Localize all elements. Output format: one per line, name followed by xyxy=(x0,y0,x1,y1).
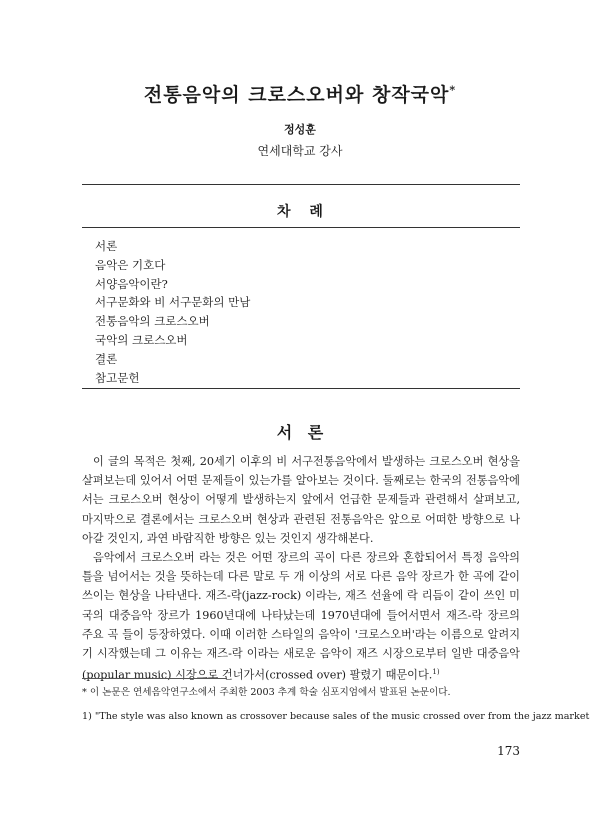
toc-item: 결론 xyxy=(95,351,118,366)
author-affiliation: 연세대학교 강사 xyxy=(257,144,343,158)
section-heading: 서 론 xyxy=(276,423,324,442)
toc-top-rule xyxy=(82,184,520,185)
toc-heading-rule xyxy=(82,227,520,228)
footnote-ref: 1) xyxy=(432,668,440,677)
author-name: 정성훈 xyxy=(284,123,316,136)
table-of-contents xyxy=(95,237,250,387)
paper-title-text: 전통음악의 크로스오버와 창작국악 xyxy=(143,84,450,106)
footnote: 1) "The style was also known as crossover because sales of the music crossed over from the jazz market xyxy=(82,711,590,722)
footnote: * 이 논문은 연세음악연구소에서 주최한 2003 추계 학술 심포지엄에서 발표된 논문이다. xyxy=(82,687,451,698)
toc-item: 국악의 크로스오버 xyxy=(95,332,188,347)
body-paragraph-text: 음악에서 크로스오버 라는 것은 어떤 장르의 곡이 다른 장르와 혼합되어서 특정 음악의 틀을 넘어서는 것을 뜻하는데 다른 말로 두 개 이상의 서로 다른 음악 장르가 한 곡에 같이 쓰이는 현상을 나타낸다. 재즈-락(jazz-rock) 이라는, 재즈 선율에 락 리듬이 같이 쓰인 미국의 대중음악 장르가 1960년대에 나타났는데 1970년대에 들어서면서 재즈-락 장르의 주요 곡 들이 등장하였다. 이때 이러한 스타일의 음악이 '크로스오버'라는 이름으로 알려지기 시작했는데 그 이유는 재즈-락 이라는 새로운 음악이 재즈 시장으로부터 일반 대중음악(popular music) 시장으로 건너가서(crossed over) 팔렸기 때문이다. xyxy=(82,551,520,682)
toc-item: 서양음악이란? xyxy=(95,276,168,291)
toc-item: 음악은 기호다 xyxy=(95,257,166,272)
toc-heading: 차 례 xyxy=(277,204,323,220)
toc-item: 참고문헌 xyxy=(95,370,140,385)
footnotes xyxy=(82,686,590,734)
toc-item: 전통음악의 크로스오버 xyxy=(95,314,210,329)
title-footnote-mark: * xyxy=(449,83,457,97)
paper-title xyxy=(0,80,600,107)
page-number: 173 xyxy=(497,744,520,758)
toc-bottom-rule xyxy=(82,388,520,389)
toc-item: 서론 xyxy=(95,239,118,253)
body-paragraph xyxy=(82,548,520,685)
body-paragraph: 이 글의 목적은 첫째, 20세기 이후의 비 서구전통음악에서 발생하는 크로스오버 현상을 살펴보는데 있어서 어떤 문제들이 있는가를 알아보는 것이다. 둘째로는 한국의 전통음악에서는 크로스오버 현상이 어떻게 발생하는지 앞에서 언급한 문제들과 관련해서 살펴보고, 마지막으로 결론에서는 크로스오버 현상과 관련된 전통음악은 앞으로 어떠한 방향으로 나아갈 것인지, 과연 바람직한 방향은 있는 것인지 생각해본다. xyxy=(82,455,520,545)
footnote-rule xyxy=(82,678,227,679)
toc-item: 서구문화와 비 서구문화의 만남 xyxy=(95,295,251,310)
section-body xyxy=(82,452,520,685)
